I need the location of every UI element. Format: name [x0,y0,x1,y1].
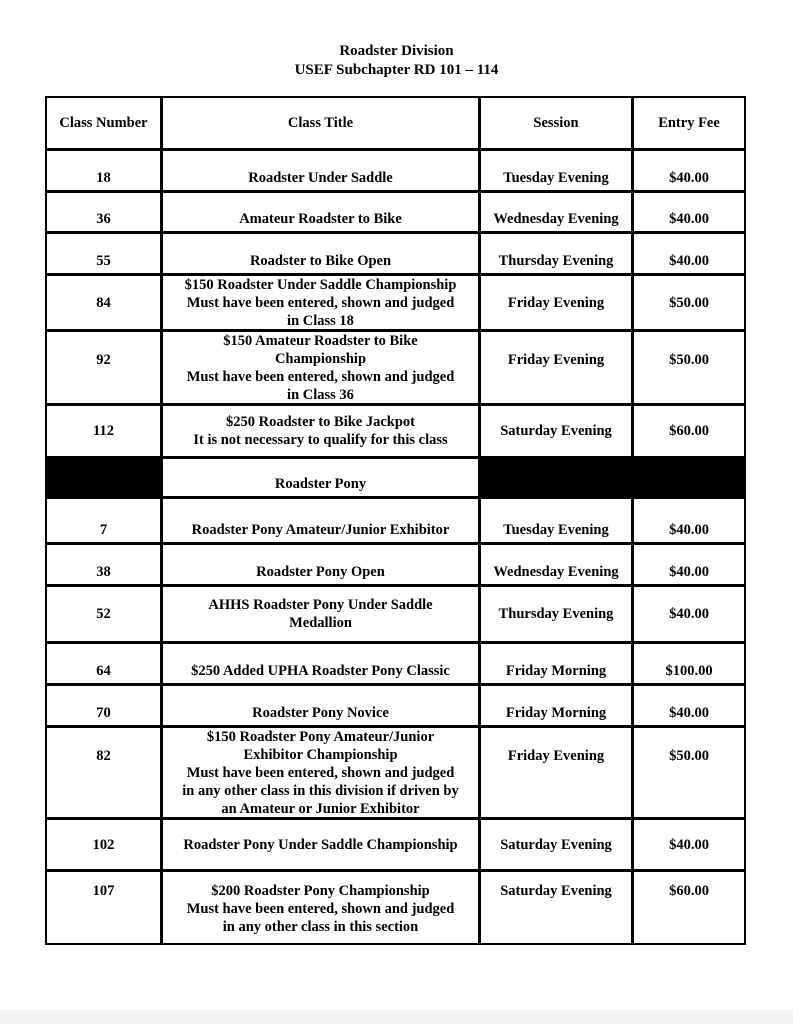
class-title-lines [193,413,447,449]
session: Friday Evening [481,276,634,329]
class-title-line: $150 Roadster Under Saddle Championship [184,276,457,293]
class-title [163,872,481,945]
class-title-lines [256,563,385,581]
section-header-row [47,459,744,499]
session: Thursday Evening [481,587,634,641]
entry-fee: $50.00 [669,294,709,311]
class-title-line: Must have been entered, shown and judged [186,901,455,917]
table-row [47,151,744,193]
class-title [163,193,481,231]
class-title-line: Roadster to Bike Open [249,253,392,269]
class-title-lines [252,704,389,722]
class-schedule-table [45,96,746,945]
class-title-line: Must have been entered, shown and judged [186,764,455,781]
class-title-line: Medallion [289,615,352,631]
class-number: 92 [47,332,163,403]
class-title [163,686,481,725]
entry-fee: $60.00 [669,883,709,899]
class-title-line: in Class 18 [287,312,354,329]
class-title-line: Must have been entered, shown and judged [186,368,455,385]
session: Saturday Evening [481,406,634,456]
class-number: 18 [47,151,163,190]
class-number: 84 [47,276,163,329]
class-title-line: $250 Added UPHA Roadster Pony Classic [191,663,450,679]
session: Tuesday Evening [481,151,634,190]
class-title-line: Must have been entered, shown and judged [186,294,455,311]
class-number: 70 [47,686,163,725]
section-title: Roadster Pony [163,459,481,496]
class-title-lines [185,276,457,330]
class-number: 64 [47,644,163,683]
entry-fee: $40.00 [669,836,709,853]
session: Wednesday Evening [481,545,634,584]
class-title-line: It is not necessary to qualify for this class [193,432,448,448]
class-title [163,151,481,190]
class-title-lines [208,596,432,632]
class-title-line: Exhibitor Championship [243,746,398,763]
document-subtitle: USEF Subchapter RD 101 – 114 [294,62,499,78]
entry-fee: $60.00 [669,423,709,439]
header-class-number: Class Number [47,98,163,148]
class-title-lines [191,662,450,680]
session: Friday Evening [481,332,634,403]
header-session: Session [481,98,634,148]
table-row [47,872,744,945]
class-number: 102 [47,820,163,869]
class-title [163,406,481,456]
class-title-lines [239,210,402,228]
class-title-line: $150 Amateur Roadster to Bike [223,332,418,349]
session: Thursday Evening [481,234,634,273]
class-title [163,276,481,329]
class-title-line: AHHS Roadster Pony Under Saddle [208,597,433,613]
class-number: 36 [47,193,163,231]
table-row [47,644,744,686]
entry-fee: $40.00 [669,170,709,186]
entry-fee: $40.00 [669,705,709,721]
header-entry-fee: Entry Fee [658,115,720,131]
entry-fee: $50.00 [669,352,709,368]
session: Friday Morning [481,686,634,725]
table-row [47,276,744,332]
class-title-line: in any other class in this division if driven by [182,782,459,799]
class-number: 52 [47,587,163,641]
table-header-row [47,98,744,151]
class-title-line: in any other class in this section [222,919,419,935]
class-number: 112 [47,406,163,456]
class-title-line: $150 Roadster Pony Amateur/Junior [206,728,435,745]
session: Friday Evening [481,728,634,817]
table-row [47,332,744,406]
class-title-lines [187,882,455,936]
class-number: 82 [47,728,163,817]
session: Saturday Evening [481,872,634,945]
page-bottom-edge [0,1010,793,1024]
class-title-line: an Amateur or Junior Exhibitor [221,800,420,817]
class-title-lines [187,332,455,404]
entry-fee: $40.00 [669,564,709,580]
class-title-line: $250 Roadster to Bike Jackpot [225,414,416,430]
class-title-lines [248,169,392,187]
session: Friday Morning [481,644,634,683]
class-title-line: Championship [274,350,367,367]
class-title [163,234,481,273]
class-number: 55 [47,234,163,273]
class-title [163,820,481,869]
class-title-line: Roadster Under Saddle [248,170,393,186]
section-blank-cell [481,459,634,496]
class-title [163,728,481,817]
class-number: 107 [47,872,163,945]
class-title-line: Roadster Pony Amateur/Junior Exhibitor [191,522,450,538]
session: Wednesday Evening [481,193,634,231]
entry-fee: $40.00 [669,253,709,269]
class-title [163,644,481,683]
section-blank-cell [634,459,744,496]
header-class-title: Class Title [163,98,481,148]
class-title [163,587,481,641]
class-title [163,499,481,542]
entry-fee: $40.00 [669,211,709,227]
table-row [47,406,744,459]
class-title-lines [192,521,450,539]
class-number: 7 [47,499,163,542]
table-row [47,234,744,276]
entry-fee: $40.00 [669,522,709,538]
table-row [47,193,744,234]
entry-fee: $100.00 [665,663,713,679]
table-row [47,545,744,587]
class-title-line: Amateur Roadster to Bike [239,211,402,227]
class-number: 38 [47,545,163,584]
class-title-line: Roadster Pony Open [256,564,385,580]
session: Tuesday Evening [481,499,634,542]
table-row [47,820,744,872]
class-title [163,332,481,403]
class-title-line: $200 Roadster Pony Championship [211,883,430,899]
table-row [47,499,744,545]
table-row [47,587,744,644]
entry-fee: $50.00 [669,748,709,764]
table-row [47,686,744,728]
class-title [163,545,481,584]
entry-fee: $40.00 [669,606,709,622]
class-title-lines [182,728,459,818]
session: Saturday Evening [481,820,634,869]
document-title: Roadster Division [339,43,454,59]
table-row [47,728,744,820]
class-title-line: in Class 36 [287,386,354,403]
class-title-lines [250,252,391,270]
section-blank-cell [47,459,163,496]
class-title-line: Roadster Pony Under Saddle Championship [183,836,458,853]
class-title-line: Roadster Pony Novice [252,705,389,721]
class-title-lines [183,836,457,854]
